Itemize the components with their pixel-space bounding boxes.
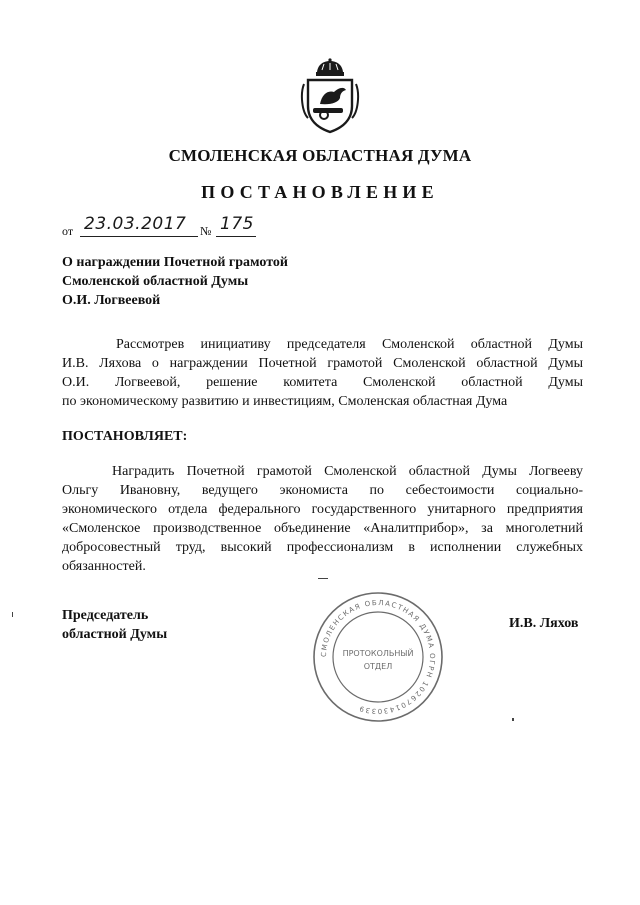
seal-inner-line: ОТДЕЛ: [363, 662, 393, 671]
position-line: областной Думы: [62, 627, 168, 642]
resolution-line: «Смоленское производственное объединение «Аналитприбор», за многолетний: [62, 521, 583, 536]
preamble-line: О.И. Логвеевой, решение комитета Смоленской областной Думы: [62, 375, 583, 390]
subject-line: О.И. Логвеевой: [62, 293, 161, 308]
resolution-line: обязанностей.: [62, 559, 146, 574]
preamble-line: И.В. Ляхова о награждении Почетной грамотой Смоленской областной Думы: [62, 356, 583, 371]
document-number-line: [62, 212, 362, 238]
resolution-line: Ольгу Ивановну, ведущего экономиста по себестоимости социально-: [62, 483, 583, 498]
scan-artifact: [512, 718, 514, 721]
number-label: №: [200, 224, 212, 238]
resolution-line: экономического отдела федерального государственного унитарного предприятия: [62, 502, 583, 517]
document-subject: [62, 253, 288, 310]
seal-inner-line: ПРОТОКОЛЬНЫЙ: [342, 649, 414, 658]
crown-icon: [316, 58, 344, 76]
handwritten-date: 23.03.2017: [84, 214, 187, 234]
coat-of-arms-emblem: [300, 58, 360, 134]
scan-artifact: [318, 578, 328, 579]
seal-ring-text: СМОЛЕНСКАЯ ОБЛАСТНАЯ ДУМА ОГРН 1026701430339: [319, 598, 437, 716]
date-underline: [80, 236, 198, 237]
position-line: Председатель: [62, 608, 149, 623]
handwritten-number: 175: [220, 214, 254, 234]
organization-title: СМОЛЕНСКАЯ ОБЛАСТНАЯ ДУМА: [168, 146, 472, 165]
resolution-line: Наградить Почетной грамотой Смоленской областной Думы Логвееву: [112, 464, 583, 479]
signatory-position: [62, 606, 167, 644]
preamble-line: Рассмотрев инициативу председателя Смоленской областной Думы: [116, 337, 583, 352]
shield-icon: [308, 80, 352, 132]
resolution-line: добросовестный труд, высокий профессионализм в исполнении служебных: [62, 540, 583, 555]
resolves-heading: ПОСТАНОВЛЯЕТ:: [62, 429, 188, 444]
official-seal-stamp: [311, 590, 445, 724]
scan-artifact: [12, 612, 13, 617]
preamble-line: по экономическому развитию и инвестициям, Смоленская областная Дума: [62, 394, 508, 409]
preamble-paragraph: [62, 335, 583, 411]
document-type-heading: ПОСТАНОВЛЕНИЕ: [201, 182, 439, 202]
signatory-name: И.В. Ляхов: [509, 616, 579, 631]
number-underline: [216, 236, 256, 237]
date-from-label: от: [62, 224, 74, 238]
subject-line: О награждении Почетной грамотой: [62, 255, 288, 270]
subject-line: Смоленской областной Думы: [62, 274, 249, 289]
resolution-paragraph: [62, 462, 583, 576]
